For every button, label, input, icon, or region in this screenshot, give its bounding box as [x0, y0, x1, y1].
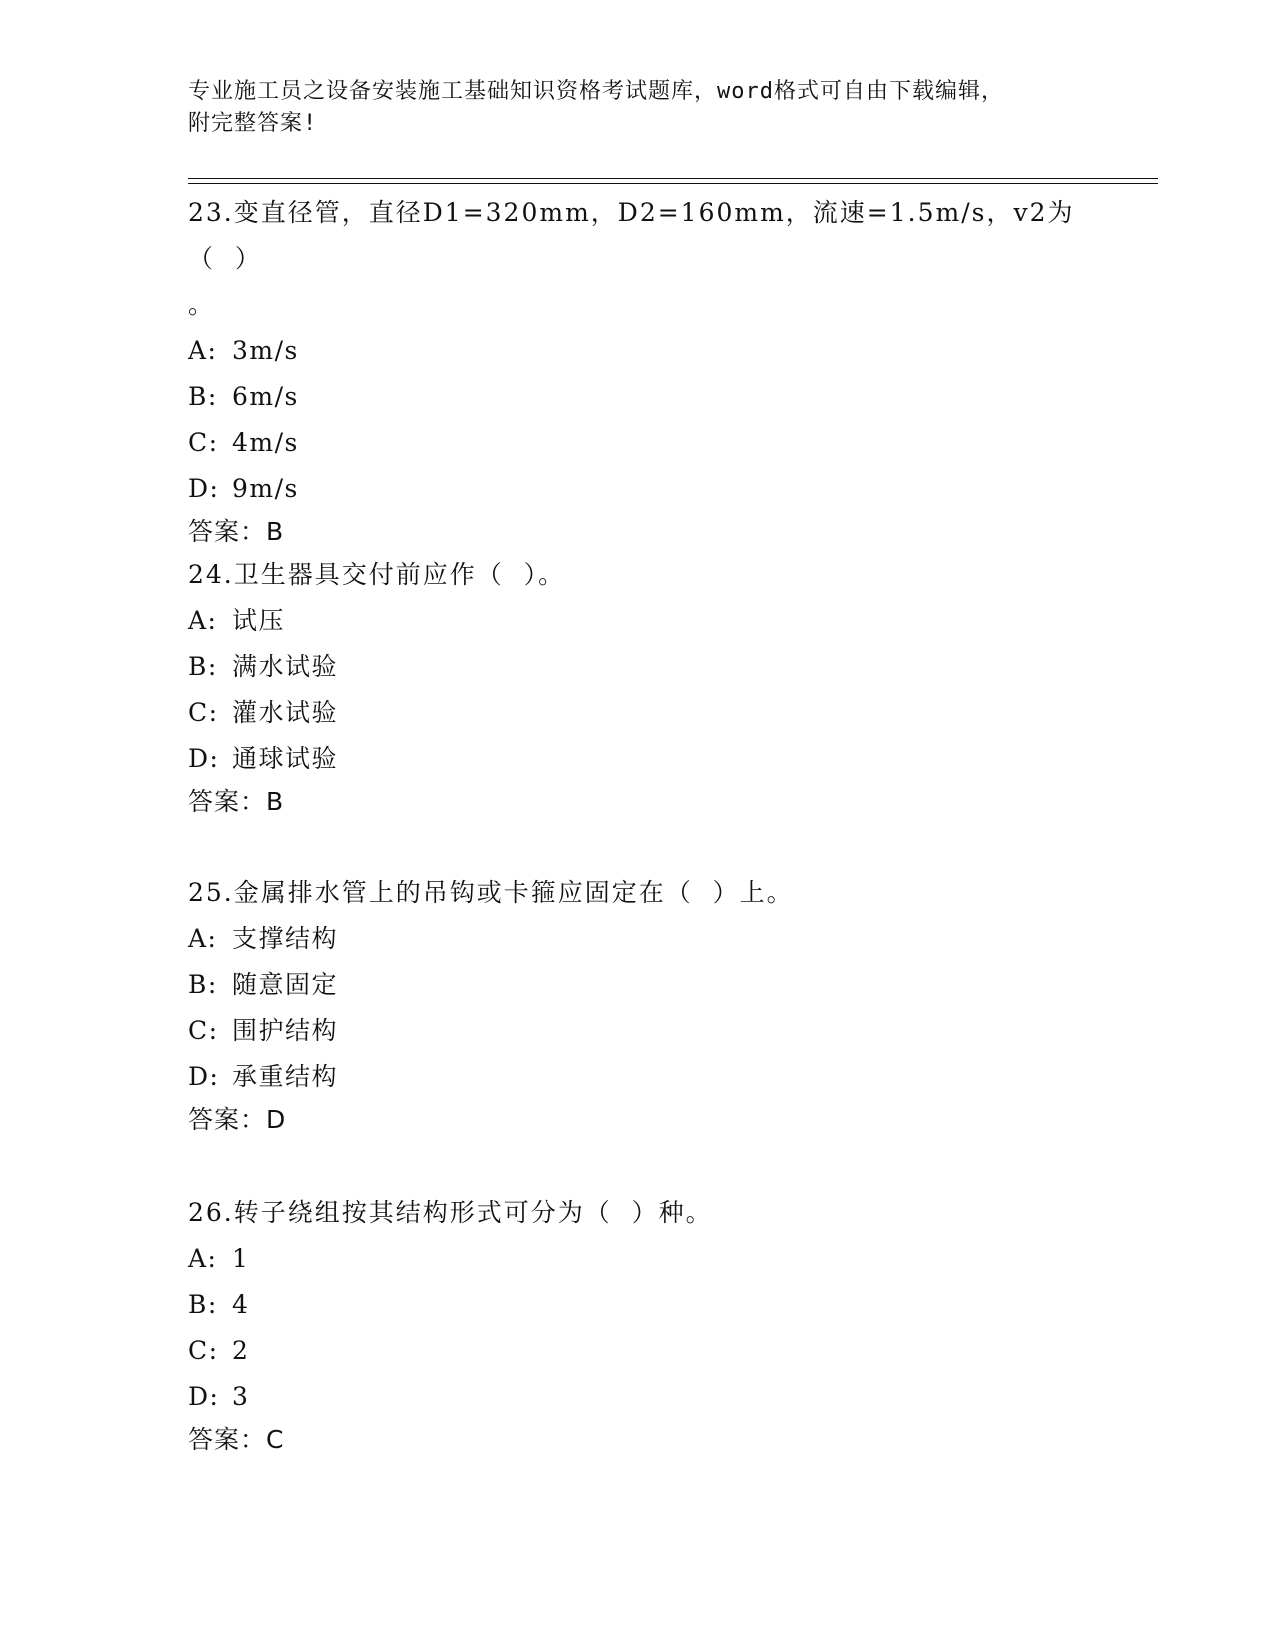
option-text: 6m/s — [232, 382, 299, 411]
question-stem: 26.转子绕组按其结构形式可分为（ ）种。 — [188, 1198, 713, 1227]
option-label: D: — [188, 1382, 220, 1411]
option-a — [188, 1236, 1088, 1282]
option-a — [188, 328, 1088, 374]
option-d — [188, 736, 1088, 782]
answer: 答案：B — [188, 787, 285, 816]
option-c — [188, 1328, 1088, 1374]
header-divider-bottom — [188, 183, 1158, 184]
answer: 答案：B — [188, 517, 285, 546]
option-text: 2 — [232, 1336, 250, 1365]
option-text: 围护结构 — [232, 1016, 339, 1045]
question-stem: 23.变直径管，直径D1=320mm，D2=160mm，流速=1.5m/s，v2为（ ） — [188, 198, 1075, 273]
option-text: 承重结构 — [232, 1062, 339, 1091]
option-b — [188, 644, 1088, 690]
option-text: 通球试验 — [232, 744, 339, 773]
option-text: 灌水试验 — [232, 698, 339, 727]
option-label: A: — [188, 336, 218, 365]
option-label: D: — [188, 744, 220, 773]
answer: 答案：C — [188, 1425, 285, 1454]
option-a — [188, 598, 1088, 644]
option-c — [188, 690, 1088, 736]
option-text: 4 — [232, 1290, 250, 1319]
option-b — [188, 962, 1088, 1008]
option-label: A: — [188, 606, 218, 635]
option-text: 随意固定 — [232, 970, 339, 999]
option-label: B: — [188, 652, 218, 681]
option-label: A: — [188, 924, 218, 953]
option-label: C: — [188, 1336, 219, 1365]
option-a — [188, 916, 1088, 962]
header-divider-top — [188, 178, 1158, 179]
question-stem: 25.金属排水管上的吊钩或卡箍应固定在（ ）上。 — [188, 878, 794, 907]
option-text: 满水试验 — [232, 652, 339, 681]
option-d — [188, 466, 1088, 512]
option-text: 3 — [232, 1382, 250, 1411]
option-text: 3m/s — [232, 336, 299, 365]
option-c — [188, 1008, 1088, 1054]
option-label: B: — [188, 970, 218, 999]
option-d — [188, 1054, 1088, 1100]
option-text: 9m/s — [232, 474, 299, 503]
option-label: D: — [188, 474, 220, 503]
header-line-2: 附完整答案! — [188, 111, 318, 136]
question-26 — [188, 1190, 1088, 1460]
question-24 — [188, 552, 1088, 822]
question-stem-continuation: 。 — [188, 290, 216, 319]
option-label: A: — [188, 1244, 218, 1273]
option-text: 1 — [232, 1244, 250, 1273]
question-25 — [188, 870, 1088, 1140]
question-stem: 24.卫生器具交付前应作（ ）。 — [188, 560, 566, 589]
option-label: C: — [188, 698, 219, 727]
answer: 答案：D — [188, 1105, 287, 1134]
option-label: D: — [188, 1062, 220, 1091]
option-b — [188, 374, 1088, 420]
question-23 — [188, 190, 1088, 552]
option-b — [188, 1282, 1088, 1328]
option-text: 试压 — [232, 606, 286, 635]
document-header — [188, 76, 1088, 140]
header-line-1: 专业施工员之设备安装施工基础知识资格考试题库，word格式可自由下载编辑， — [188, 79, 1004, 104]
option-text: 支撑结构 — [232, 924, 339, 953]
option-label: C: — [188, 428, 219, 457]
option-label: C: — [188, 1016, 219, 1045]
option-text: 4m/s — [232, 428, 299, 457]
option-c — [188, 420, 1088, 466]
option-label: B: — [188, 382, 218, 411]
option-label: B: — [188, 1290, 218, 1319]
option-d — [188, 1374, 1088, 1420]
